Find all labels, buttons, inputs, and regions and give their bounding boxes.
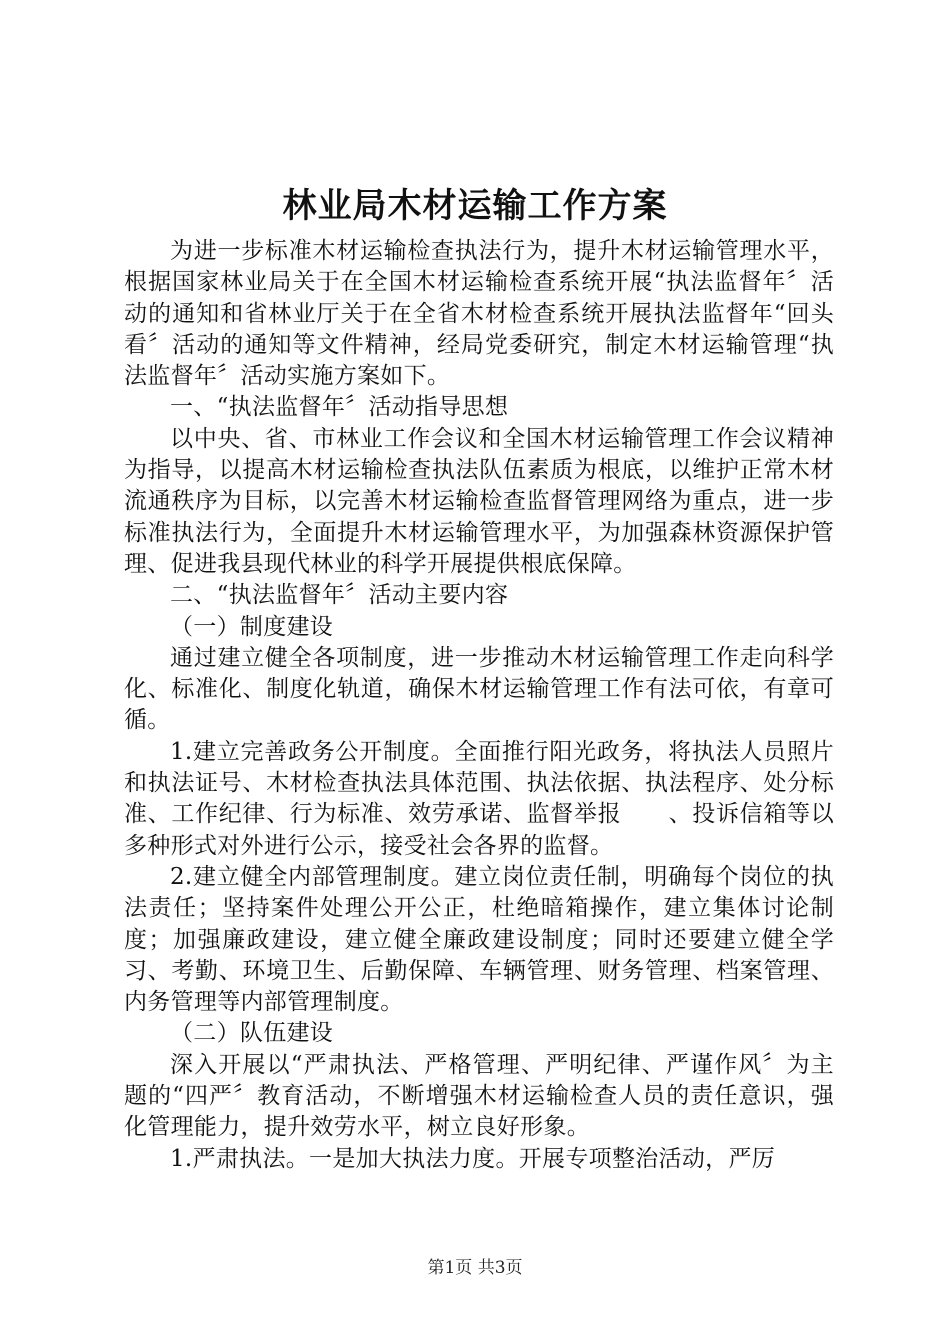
paragraph-item-1-disclosure: 1.建立完善政务公开制度。全面推行阳光政务，将执法人员照片和执法证号、木材检查执法具体范围、执法依据、执法程序、处分标准、工作纪律、行为标准、效劳承诺、监督举报 、投诉信箱等以多种形式对外进行公示，接受社会各界的监督。 <box>124 738 834 859</box>
paragraph-guiding-thought: 以中央、省、市林业工作会议和全国木材运输管理工作会议精神为指导，以提高木材运输检查执法队伍素质为根底，以维护正常木材流通秩序为目标，以完善木材运输检查监督管理网络为重点，进一步标准执法行为，全面提升木材运输管理水平，为加强森林资源保护管理、促进我县现代林业的科学开展提供根底保障。 <box>124 425 834 577</box>
document-body <box>124 236 834 1175</box>
paragraph-item-1-strict-enforcement: 1.严肃执法。一是加大执法力度。开展专项整治活动，严厉 <box>170 1145 776 1172</box>
section-heading-main-content: 二、“执法监督年〞活动主要内容 <box>170 582 509 609</box>
paragraph-system-building: 通过建立健全各项制度，进一步推动木材运输管理工作走向科学化、标准化、制度化轨道，确保木材运输管理工作有法可依，有章可循。 <box>124 644 834 734</box>
paragraph-item-2-internal-management: 2.建立健全内部管理制度。建立岗位责任制，明确每个岗位的执法责任；坚持案件处理公开公正，杜绝暗箱操作，建立集体讨论制度；加强廉政建设，建立健全廉政建设制度；同时还要建立健全学习、考勤、环境卫生、后勤保障、车辆管理、财务管理、档案管理、内务管理等内部管理制度。 <box>124 863 834 1016</box>
section-heading-guiding-thought: 一、“执法监督年〞活动指导思想 <box>170 394 509 421</box>
subsection-heading-system-building: （一）制度建设 <box>170 613 334 640</box>
paragraph-team-building: 深入开展以“严肃执法、严格管理、严明纪律、严谨作风〞为主题的“四严〞教育活动，不断增强木材运输检查人员的责任意识，强化管理能力，提升效劳水平，树立良好形象。 <box>124 1051 834 1141</box>
page-footer: 第1页 共3页 <box>427 1258 523 1278</box>
paragraph-intro: 为进一步标准木材运输检查执法行为，提升木材运输管理水平，根据国家林业局关于在全国木材运输检查系统开展“执法监督年〞活动的通知和省林业厅关于在全省木材检查系统开展执法监督年“回头看〞活动的通知等文件精神，经局党委研究，制定木材运输管理“执法监督年〞活动实施方案如下。 <box>124 238 834 390</box>
document-title: 林业局木材运输工作方案 <box>282 186 668 226</box>
subsection-heading-team-building: （二）队伍建设 <box>170 1020 334 1047</box>
